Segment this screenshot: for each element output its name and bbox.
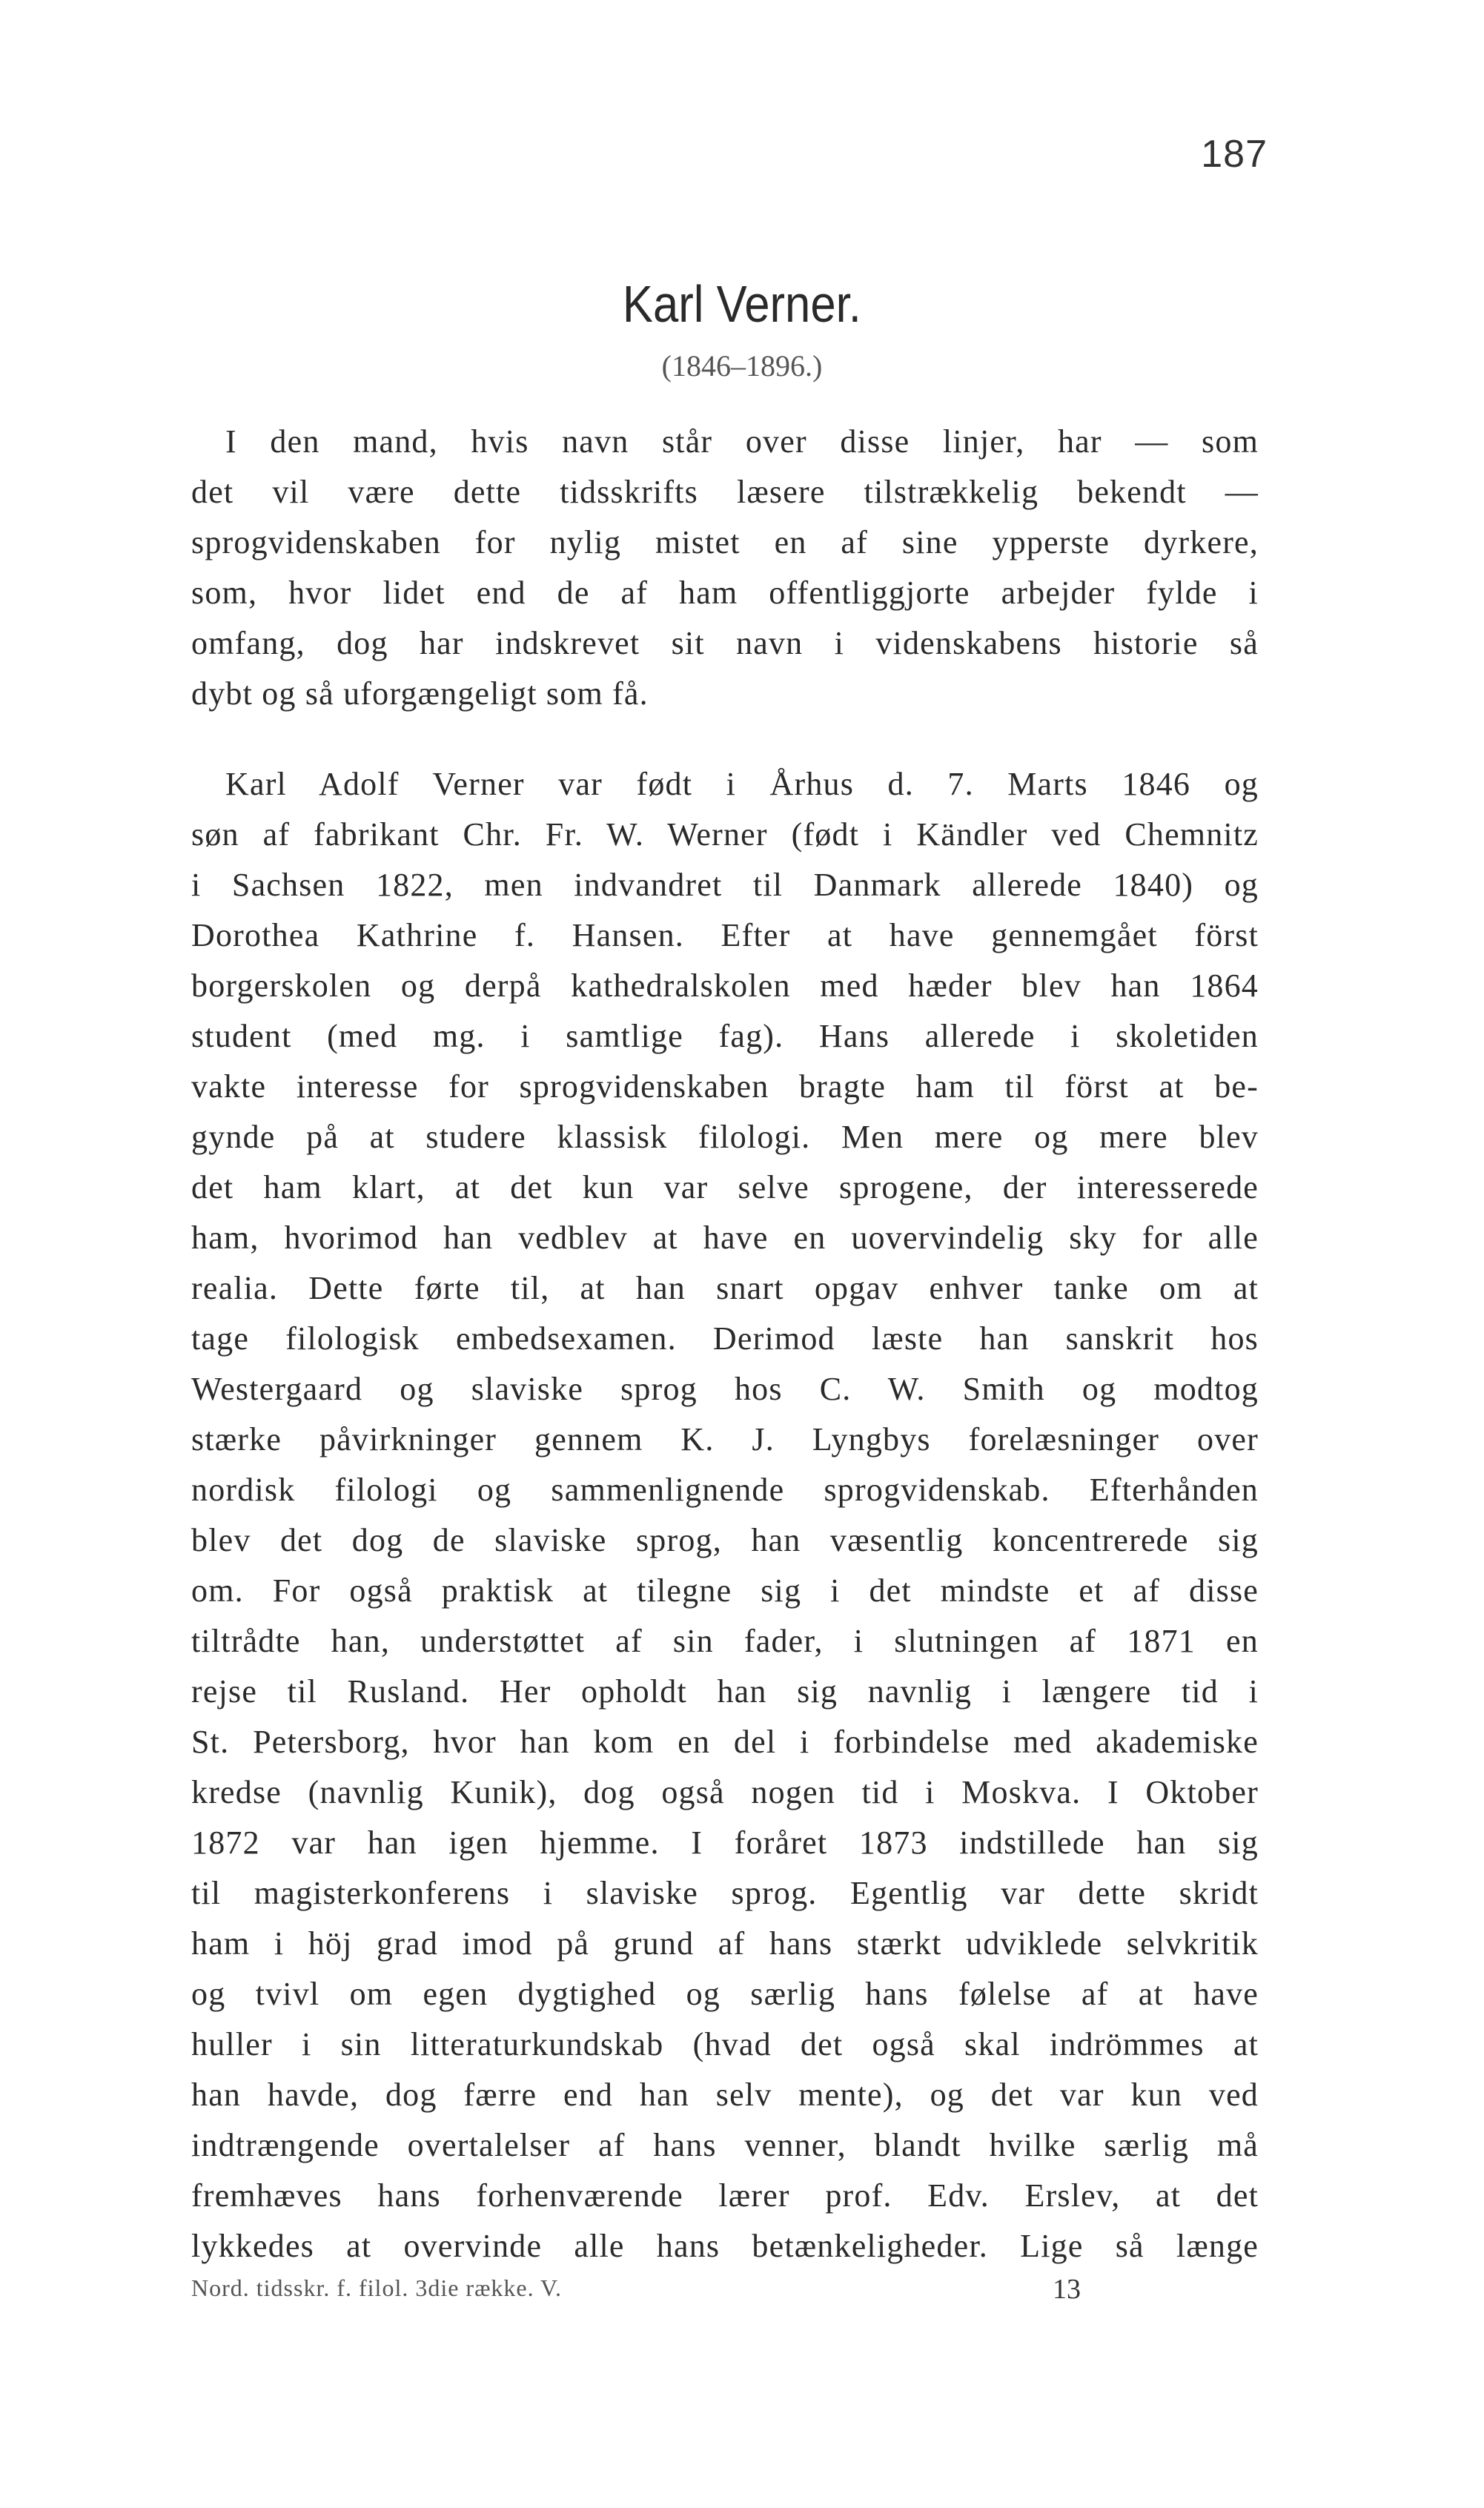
text-line: det ham klart, at det kun var selve sprogene, der interesserede [191,1169,1259,1205]
text-line: 1872 var han igen hjemme. I foråret 1873 indstillede han sig [191,1824,1259,1861]
text-line: blev det dog de slaviske sprog, han væsentlig koncentrerede sig [191,1522,1259,1558]
text-line: som, hvor lidet end de af ham offentliggjorte arbejder fylde i [191,575,1259,611]
text-line: Karl Adolf Verner var født i Århus d. 7. Marts 1846 og [225,766,1259,802]
text-line: rejse til Rusland. Her opholdt han sig navnlig i længere tid i [191,1673,1259,1710]
text-line: Dorothea Kathrine f. Hansen. Efter at have gennemgået först [191,917,1259,953]
text-line: lykkedes at overvinde alle hans betænkeligheder. Lige så længe [191,2228,1259,2264]
text-line: han havde, dog færre end han selv mente), og det var kun ved [191,2077,1259,2113]
text-line: tiltrådte han, understøttet af sin fader, i slutningen af 1871 en [191,1623,1259,1659]
text-line: Westergaard og slaviske sprog hos C. W. Smith og modtog [191,1371,1259,1407]
text-line: dybt og så uforgængeligt som få. [191,675,649,712]
text-line: St. Petersborg, hvor han kom en del i forbindelse med akademiske [191,1724,1259,1760]
article-body [191,417,1259,2272]
sheet-number: 13 [1053,2274,1081,2305]
text-line: ham, hvorimod han vedblev at have en uovervindelig sky for alle [191,1220,1259,1256]
text-line: det vil være dette tidsskrifts læsere tilstrækkelig bekendt — [191,474,1259,510]
text-line: sprogvidenskaben for nylig mistet en af sine ypperste dyrkere, [191,524,1259,560]
article-title: Karl Verner. [622,275,861,333]
text-line: stærke påvirkninger gennem K. J. Lyngbys forelæsninger over [191,1421,1259,1458]
text-line: realia. Dette førte til, at han snart opgav enhver tanke om at [191,1270,1259,1306]
page-number: 187 [1201,133,1268,176]
text-line: søn af fabrikant Chr. Fr. W. Werner (født i Kändler ved Chemnitz [191,816,1259,853]
text-line: omfang, dog har indskrevet sit navn i videnskabens historie så [191,625,1259,661]
text-line: i Sachsen 1822, men indvandret til Danmark allerede 1840) og [191,867,1259,903]
page-footer [191,2269,1259,2313]
text-line: og tvivl om egen dygtighed og særlig hans følelse af at have [191,1976,1259,2012]
text-line: om. For også praktisk at tilegne sig i det mindste et af disse [191,1572,1259,1609]
text-line: I den mand, hvis navn står over disse linjer, har — som [225,423,1259,460]
text-line: ham i höj grad imod på grund af hans stærkt udviklede selvkritik [191,1925,1259,1962]
text-line: kredse (navnlig Kunik), dog også nogen tid i Moskva. I Oktober [191,1774,1259,1810]
text-line: til magisterkonferens i slaviske sprog. Egentlig var dette skridt [191,1875,1259,1911]
text-line: borgerskolen og derpå kathedralskolen med hæder blev han 1864 [191,967,1259,1004]
text-line: fremhæves hans forhenværende lærer prof. Edv. Erslev, at det [191,2177,1259,2214]
text-line: student (med mg. i samtlige fag). Hans allerede i skoletiden [191,1018,1259,1054]
paragraph-1 [191,417,1259,719]
text-line: gynde på at studere klassisk filologi. Men mere og mere blev [191,1119,1259,1155]
text-line: indtrængende overtalelser af hans venner, blandt hvilke særlig må [191,2127,1259,2163]
text-line: tage filologisk embedsexamen. Derimod læste han sanskrit hos [191,1320,1259,1357]
journal-signature: Nord. tidsskr. f. filol. 3die række. V. [191,2274,563,2301]
text-line: huller i sin litteraturkundskab (hvad det også skal indrömmes at [191,2026,1259,2062]
paragraph-2 [191,759,1259,2272]
life-years: (1846–1896.) [661,349,823,383]
text-line: vakte interesse for sprogvidenskaben bragte ham til först at be- [191,1068,1259,1105]
text-line: nordisk filologi og sammenlignende sprogvidenskab. Efterhånden [191,1472,1259,1508]
